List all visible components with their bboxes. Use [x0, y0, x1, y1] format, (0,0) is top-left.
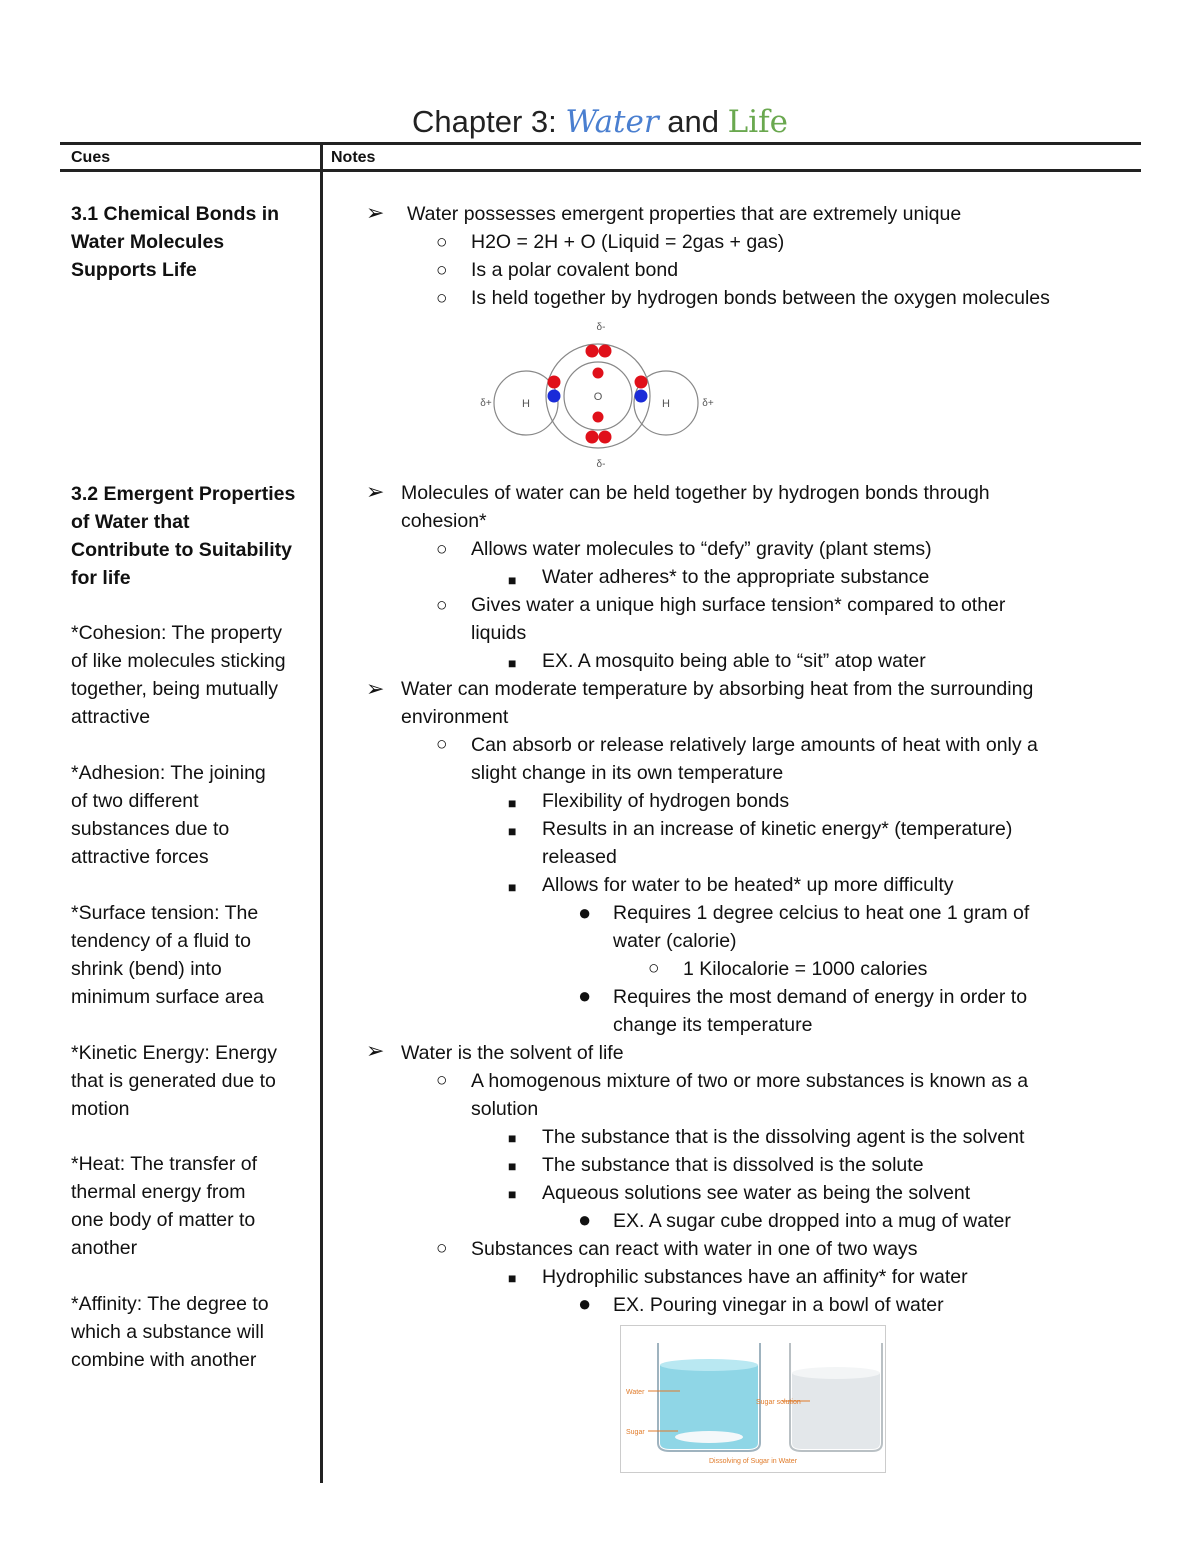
cue-line: another	[71, 1237, 138, 1259]
arrow-bullet-icon: ➢	[366, 200, 385, 225]
cue-line: that is generated due to	[71, 1070, 276, 1092]
electron	[586, 431, 599, 444]
solution-label: Sugar solution	[756, 1399, 801, 1406]
hydrogen-label: H	[662, 398, 670, 410]
cue-line: motion	[71, 1098, 130, 1120]
note-line: A homogenous mixture of two or more substances is known as a	[471, 1070, 1029, 1092]
note-line: Allows for water to be heated* up more difficulty	[542, 874, 954, 896]
cues-header: Cues	[71, 149, 111, 166]
title-and: and	[658, 104, 728, 139]
illustration-caption: Dissolving of Sugar in Water	[708, 1458, 798, 1465]
cue-line: together, being mutually	[71, 678, 279, 700]
delta-plus-right: δ+	[702, 398, 714, 409]
electron-shared	[635, 390, 648, 403]
cue-line: *Adhesion: The joining	[71, 762, 266, 784]
circle-bullet-icon: ○	[436, 595, 448, 616]
header-top-rule	[60, 142, 1141, 145]
cue-line: combine with another	[71, 1349, 257, 1371]
cue-line: *Heat: The transfer of	[71, 1153, 258, 1175]
square-bullet-icon: ■	[508, 879, 517, 895]
circle-bullet-icon: ○	[436, 232, 448, 253]
note-line: Water adheres* to the appropriate substance	[542, 566, 930, 588]
note-line: Results in an increase of kinetic energy* (temperature)	[542, 818, 1013, 840]
cue-section-3-2	[71, 480, 316, 592]
arrow-bullet-icon: ➢	[366, 479, 385, 504]
square-bullet-icon: ■	[508, 1270, 517, 1286]
round-bullet-icon: ●	[578, 1291, 592, 1316]
note-line: Water is the solvent of life	[401, 1042, 624, 1064]
cue-line: Water Molecules	[71, 231, 225, 253]
cue-section-3-1	[71, 200, 316, 284]
note-line: Hydrophilic substances have an affinity* for water	[542, 1266, 968, 1288]
cue-line: Contribute to Suitability	[71, 539, 292, 561]
delta-minus-top: δ-	[596, 322, 606, 333]
electron	[586, 345, 599, 358]
note-line: 1 Kilocalorie = 1000 calories	[683, 958, 928, 980]
round-bullet-icon: ●	[578, 983, 592, 1008]
note-line: Molecules of water can be held together by hydrogen bonds through	[401, 482, 990, 504]
square-bullet-icon: ■	[508, 1186, 517, 1202]
note-line: Allows water molecules to “defy” gravity (plant stems)	[471, 538, 932, 560]
square-bullet-icon: ■	[508, 823, 517, 839]
cue-line: substances due to	[71, 818, 230, 840]
cue-line: of Water that	[71, 511, 190, 533]
note-line: Substances can react with water in one of two ways	[471, 1238, 918, 1260]
cue-adhesion	[71, 759, 316, 871]
cue-line: of two different	[71, 790, 199, 812]
note-line: released	[542, 846, 617, 868]
electron	[635, 376, 648, 389]
cue-line: *Affinity: The degree to	[71, 1293, 269, 1315]
note-line: EX. A sugar cube dropped into a mug of water	[613, 1210, 1011, 1232]
electron	[593, 368, 604, 379]
note-line: Flexibility of hydrogen bonds	[542, 790, 790, 812]
delta-plus-left: δ+	[480, 398, 492, 409]
square-bullet-icon: ■	[508, 1158, 517, 1174]
note-line: liquids	[471, 622, 527, 644]
square-bullet-icon: ■	[508, 795, 517, 811]
cue-heat	[71, 1150, 316, 1262]
cue-line: Supports Life	[71, 259, 197, 281]
cue-line: one body of matter to	[71, 1209, 256, 1231]
square-bullet-icon: ■	[508, 655, 517, 671]
note-line: Is a polar covalent bond	[471, 259, 679, 281]
header-bottom-rule	[60, 169, 1141, 172]
circle-bullet-icon: ○	[648, 958, 660, 979]
round-bullet-icon: ●	[578, 1207, 592, 1232]
solution-surface	[792, 1367, 880, 1379]
cue-affinity	[71, 1290, 316, 1374]
electron	[548, 376, 561, 389]
note-line: Is held together by hydrogen bonds between the oxygen molecules	[471, 287, 1050, 309]
cue-cohesion	[71, 619, 316, 731]
note-line: change its temperature	[613, 1014, 813, 1036]
note-line: EX. A mosquito being able to “sit” atop water	[542, 650, 926, 672]
cue-line: for life	[71, 567, 131, 589]
cue-line: which a substance will	[71, 1321, 264, 1343]
title-life: Life	[727, 104, 788, 140]
cue-line: of like molecules sticking	[71, 650, 286, 672]
round-bullet-icon: ●	[578, 900, 592, 925]
note-line: solution	[471, 1098, 539, 1120]
note-line: Requires 1 degree celcius to heat one 1 gram of	[613, 902, 1030, 924]
note-line: environment	[401, 706, 509, 728]
column-divider	[320, 143, 323, 1483]
electron	[599, 345, 612, 358]
water-label: Water	[626, 1389, 645, 1396]
note-line: H2O = 2H + O (Liquid = 2gas + gas)	[471, 231, 785, 253]
circle-bullet-icon: ○	[436, 288, 448, 309]
cue-line: *Cohesion: The property	[71, 622, 283, 644]
square-bullet-icon: ■	[508, 1130, 517, 1146]
title-prefix: Chapter 3:	[412, 104, 566, 139]
square-bullet-icon: ■	[508, 572, 517, 588]
water-surface	[660, 1359, 758, 1371]
solution-fill	[792, 1373, 880, 1449]
cue-line: *Kinetic Energy: Energy	[71, 1042, 277, 1064]
page-title	[0, 104, 1200, 140]
electron-shared	[548, 390, 561, 403]
note-line: water (calorie)	[613, 930, 737, 952]
water-molecule-diagram	[470, 316, 720, 472]
note-line: Requires the most demand of energy in order to	[613, 986, 1028, 1008]
cue-line: *Surface tension: The	[71, 902, 259, 924]
circle-bullet-icon: ○	[436, 539, 448, 560]
sugar-pile	[675, 1431, 743, 1443]
cue-line: thermal energy from	[71, 1181, 246, 1203]
note-line: slight change in its own temperature	[471, 762, 784, 784]
note-line: Gives water a unique high surface tension* compared to other	[471, 594, 1006, 616]
note-line: The substance that is the dissolving agent is the solvent	[542, 1126, 1025, 1148]
circle-bullet-icon: ○	[436, 1070, 448, 1091]
cue-line: 3.2 Emergent Properties	[71, 483, 296, 505]
oxygen-label: O	[593, 391, 603, 403]
circle-bullet-icon: ○	[436, 734, 448, 755]
cue-line: shrink (bend) into	[71, 958, 222, 980]
cue-line: 3.1 Chemical Bonds in	[71, 203, 280, 225]
hydrogen-label: H	[522, 398, 530, 410]
cue-line: attractive	[71, 706, 151, 728]
electron	[593, 412, 604, 423]
cue-line: tendency of a fluid to	[71, 930, 251, 952]
note-line: Can absorb or release relatively large amounts of heat with only a	[471, 734, 1038, 756]
note-line: Water possesses emergent properties that are extremely unique	[407, 203, 962, 225]
delta-minus-bottom: δ-	[596, 459, 606, 470]
electron	[599, 431, 612, 444]
title-water: Water	[565, 104, 659, 140]
cue-surface-tension	[71, 899, 316, 1011]
note-line: Water can moderate temperature by absorbing heat from the surrounding	[401, 678, 1034, 700]
cue-line: attractive forces	[71, 846, 209, 868]
sugar-label: Sugar	[626, 1429, 645, 1436]
circle-bullet-icon: ○	[436, 260, 448, 281]
circle-bullet-icon: ○	[436, 1238, 448, 1259]
sugar-dissolving-illustration	[620, 1325, 886, 1473]
cue-line: minimum surface area	[71, 986, 264, 1008]
note-line: Aqueous solutions see water as being the solvent	[542, 1182, 971, 1204]
note-line: The substance that is dissolved is the solute	[542, 1154, 924, 1176]
cue-kinetic-energy	[71, 1039, 316, 1123]
arrow-bullet-icon: ➢	[366, 676, 385, 701]
notes-header: Notes	[331, 149, 376, 166]
note-line: EX. Pouring vinegar in a bowl of water	[613, 1294, 944, 1316]
note-line: cohesion*	[401, 510, 487, 532]
arrow-bullet-icon: ➢	[366, 1038, 385, 1063]
